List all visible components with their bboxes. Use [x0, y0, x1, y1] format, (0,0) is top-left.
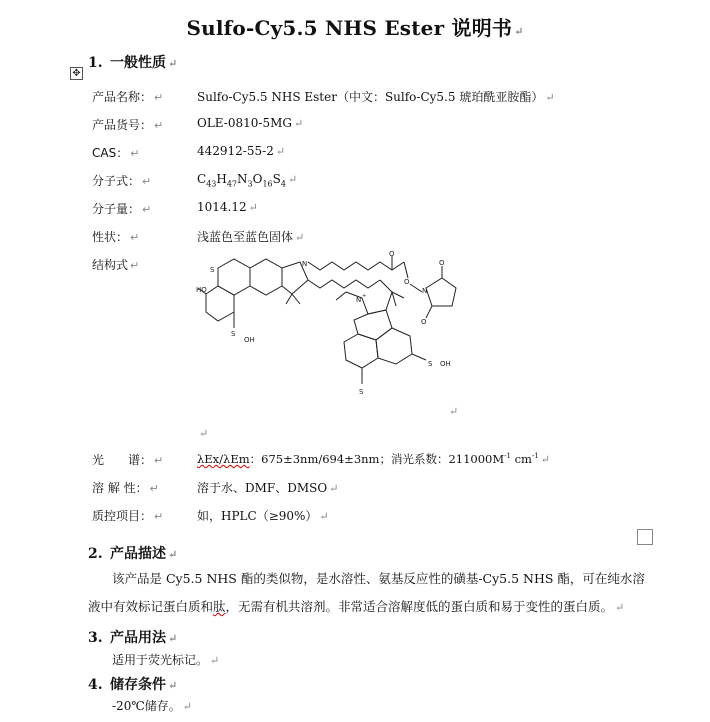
- paragraph-mark: ↵: [210, 654, 220, 667]
- table-move-handle-icon[interactable]: ✥: [70, 67, 83, 80]
- formula-element: C: [197, 172, 207, 186]
- benzene-ring: [218, 259, 250, 295]
- catalog-number-label: [92, 116, 163, 133]
- section-heading-2: [88, 543, 177, 563]
- paragraph-mark: ↵: [275, 145, 286, 158]
- paragraph-mark: ↵: [545, 91, 555, 104]
- benzene-ring: [344, 334, 378, 368]
- appearance-label: [92, 228, 139, 245]
- value-text: OLE-0810-5MG: [197, 116, 292, 130]
- appearance-value: [197, 228, 304, 245]
- sulfur-label: S: [210, 266, 215, 274]
- benzene-ring: [206, 286, 234, 321]
- formula-subscript: 4: [280, 179, 286, 189]
- label-text: 结构式: [92, 258, 129, 272]
- description-text: ，无需有机共溶剂。非常适合溶解度低的蛋白质和易于变性的蛋白质。: [225, 599, 614, 614]
- paragraph-mark: ↵: [293, 117, 304, 130]
- oxygen-label: O: [439, 259, 445, 267]
- oxygen-label: O: [421, 318, 427, 326]
- benzene-ring: [250, 259, 282, 295]
- description-line-2: [88, 594, 688, 621]
- paragraph-mark: ↵: [615, 601, 625, 614]
- formula-element: H: [216, 172, 227, 186]
- section-heading-1: [88, 52, 177, 72]
- section-title: 产品描述: [110, 546, 166, 562]
- paragraph-mark: ↵: [287, 173, 298, 186]
- hydroxyl-label: HO: [196, 286, 207, 294]
- paragraph-mark: ↵: [154, 91, 164, 104]
- paragraph-mark: ↵: [154, 510, 164, 523]
- structure-caption-mark: [197, 422, 208, 441]
- section-number: 4.: [88, 677, 103, 693]
- value-text: 如，HPLC（≥90%）: [197, 509, 318, 523]
- cas-value: [197, 144, 285, 158]
- label-text: 性状：: [92, 230, 129, 244]
- benzene-ring: [376, 328, 412, 364]
- formula-subscript: 47: [226, 179, 238, 189]
- storage-value: -20℃储存。: [112, 699, 181, 713]
- paragraph-mark: ↵: [142, 175, 152, 188]
- paragraph-mark: ↵: [154, 454, 164, 467]
- label-text: 产品货号：: [92, 118, 153, 132]
- superscript: -1: [504, 452, 511, 461]
- qc-value: [197, 507, 329, 524]
- molecular-formula-value: [197, 172, 297, 188]
- label-text: 产品名称：: [92, 90, 153, 104]
- paragraph-mark: ↵: [130, 147, 140, 160]
- formula-element: N: [237, 172, 248, 186]
- usage-value: 适用于荧光标记。: [112, 653, 209, 667]
- hydroxyl-label: OH: [440, 360, 451, 368]
- formula-element: S: [272, 172, 281, 186]
- formula-element: O: [252, 172, 263, 186]
- spectrum-values: ：675±3nm/694±3nm；消光系数：211000M: [249, 452, 505, 466]
- label-text: 溶 解 性：: [92, 481, 148, 495]
- paragraph-mark: ↵: [168, 632, 178, 645]
- image-paragraph-mark: [447, 400, 458, 419]
- spectrum-ex-em: λEx/λEm: [197, 452, 250, 466]
- qc-label: [92, 507, 163, 524]
- formula-subscript: 3: [247, 179, 253, 189]
- document-title: [0, 12, 710, 41]
- paragraph-mark: ↵: [319, 510, 329, 523]
- formula-subscript: 43: [206, 179, 217, 189]
- label-text: CAS：: [92, 146, 129, 160]
- value-text: 溶于水、DMF、DMSO: [197, 481, 328, 495]
- value-text: Sulfo-Cy5.5 NHS Ester（中文：Sulfo-Cy5.5 琥珀酰亚胺酯）: [197, 90, 544, 104]
- molecular-weight-label: [92, 200, 151, 217]
- description-text: 肽: [213, 599, 226, 614]
- chemical-structure-image: [196, 248, 466, 420]
- value-text: 442912-55-2: [197, 144, 274, 158]
- paragraph-mark: ↵: [182, 700, 192, 713]
- paragraph-mark: ↵: [168, 57, 178, 70]
- paragraph-mark: ↵: [329, 482, 339, 495]
- molecular-weight-value: [197, 200, 258, 214]
- charge-label: +: [362, 293, 367, 299]
- description-text: 液中有效标记蛋白质和: [88, 599, 214, 614]
- structure-label: [92, 256, 139, 273]
- paragraph-mark: ↵: [154, 119, 164, 132]
- section-title: 一般性质: [110, 55, 166, 71]
- oxygen-label: O: [404, 278, 410, 286]
- paragraph-mark: ↵: [168, 548, 178, 561]
- paragraph-mark: ↵: [295, 231, 305, 244]
- section-number: 2.: [88, 546, 103, 562]
- paragraph-mark: ↵: [248, 201, 258, 214]
- paragraph-mark: ↵: [449, 405, 459, 418]
- product-name-label: [92, 88, 163, 105]
- paragraph-mark: ↵: [514, 25, 524, 38]
- section-title: 储存条件: [110, 677, 166, 693]
- value-text: 浅蓝色至蓝色固体: [197, 230, 294, 244]
- catalog-number-value: [197, 116, 303, 130]
- value-text: 1014.12: [197, 200, 247, 214]
- paragraph-mark: ↵: [168, 679, 178, 692]
- label-text: 质控项目：: [92, 509, 153, 523]
- sulfur-label: S: [359, 388, 364, 396]
- label-text: 分子量：: [92, 202, 141, 216]
- paragraph-mark: ↵: [149, 482, 159, 495]
- benzene-ring: [354, 310, 392, 340]
- succinimide-ring: [426, 278, 456, 306]
- paragraph-mark: ↵: [130, 231, 140, 244]
- section-title: 产品用法: [110, 630, 166, 646]
- paragraph-mark: ↵: [540, 453, 551, 466]
- paragraph-mark: ↵: [199, 427, 209, 440]
- oxygen-label: O: [389, 250, 395, 258]
- molecular-formula-label: [92, 172, 151, 189]
- section-heading-4: [88, 674, 177, 694]
- description-text: 该产品是 Cy5.5 NHS 酯的类似物，是水溶性、氨基反应性的磺基-Cy5.5 NHS 酯，可在纯水溶: [112, 571, 645, 586]
- paragraph-mark: ↵: [142, 203, 152, 216]
- usage-text: [112, 651, 219, 668]
- solubility-value: [197, 479, 338, 496]
- cas-label: [92, 144, 139, 161]
- storage-text: [112, 697, 192, 714]
- formula-subscript: 16: [262, 179, 273, 189]
- solubility-label: [92, 479, 159, 496]
- section-number: 1.: [88, 55, 103, 71]
- description-line-1: [112, 566, 672, 592]
- superscript: -1: [531, 452, 539, 461]
- nitrogen-label: N: [422, 287, 428, 295]
- table-resize-handle[interactable]: [637, 529, 653, 545]
- paragraph-mark: ↵: [130, 259, 140, 272]
- spectrum-value: [197, 451, 550, 467]
- section-number: 3.: [88, 630, 103, 646]
- section-heading-3: [88, 627, 177, 647]
- nitrogen-label: N: [302, 260, 308, 268]
- unit-text: cm: [510, 452, 532, 466]
- document-title-text: Sulfo-Cy5.5 NHS Ester 说明书: [186, 16, 513, 40]
- spectrum-label: [92, 451, 163, 468]
- hydroxyl-label: OH: [244, 336, 255, 344]
- product-name-value: [197, 88, 555, 105]
- label-text: 光 谱：: [92, 453, 153, 467]
- sulfur-label: S: [428, 360, 433, 368]
- label-text: 分子式：: [92, 174, 141, 188]
- sulfur-label: S: [231, 330, 236, 338]
- nitrogen-plus-label: N: [356, 296, 362, 304]
